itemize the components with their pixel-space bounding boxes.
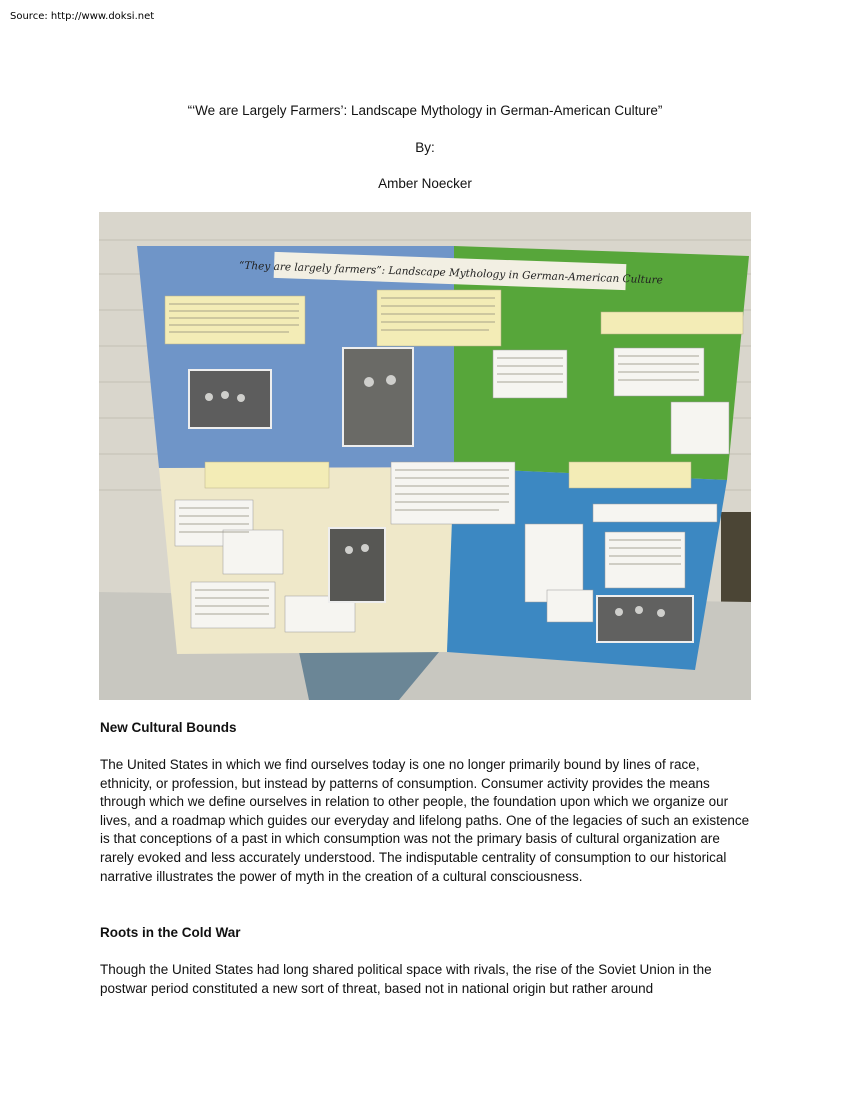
source-label: Source: http://www.doksi.net bbox=[10, 11, 155, 22]
poster-board bbox=[137, 246, 749, 670]
poster-photo bbox=[99, 212, 751, 700]
section-paragraph: The United States in which we find ourselves today is one no longer primarily bound by lines of race, ethnicity, or profession, but instead by patterns of consumption. Consumer activity provides the means through which we define ourselves in relation to other people, the foundation upon which we organize our lives, and a roadmap which guides our everyday and lifelong paths. One of the legacies of such an existence is that conceptions of a past in which consumption was not the primary basis of cultural organization are rarely evoked and less accurately understood. The indisputable centrality of consumption to our historical narrative illustrates the power of myth in the creation of a cultural consciousness. bbox=[100, 757, 750, 884]
poster-banner: “They are largely farmers”: Landscape Mythology in German-American Culture bbox=[238, 259, 664, 287]
section-heading: New Cultural Bounds bbox=[100, 720, 237, 735]
byline-label: By: bbox=[415, 140, 435, 155]
author-name: Amber Noecker bbox=[378, 176, 472, 191]
document-title: “‘We are Largely Farmers’: Landscape Mythology in German-American Culture” bbox=[187, 103, 663, 118]
section-paragraph: Though the United States had long shared political space with rivals, the rise of the Soviet Union in the postwar period constituted a new sort of threat, based not in national origin but rather around bbox=[100, 962, 712, 996]
section-heading: Roots in the Cold War bbox=[100, 925, 241, 940]
